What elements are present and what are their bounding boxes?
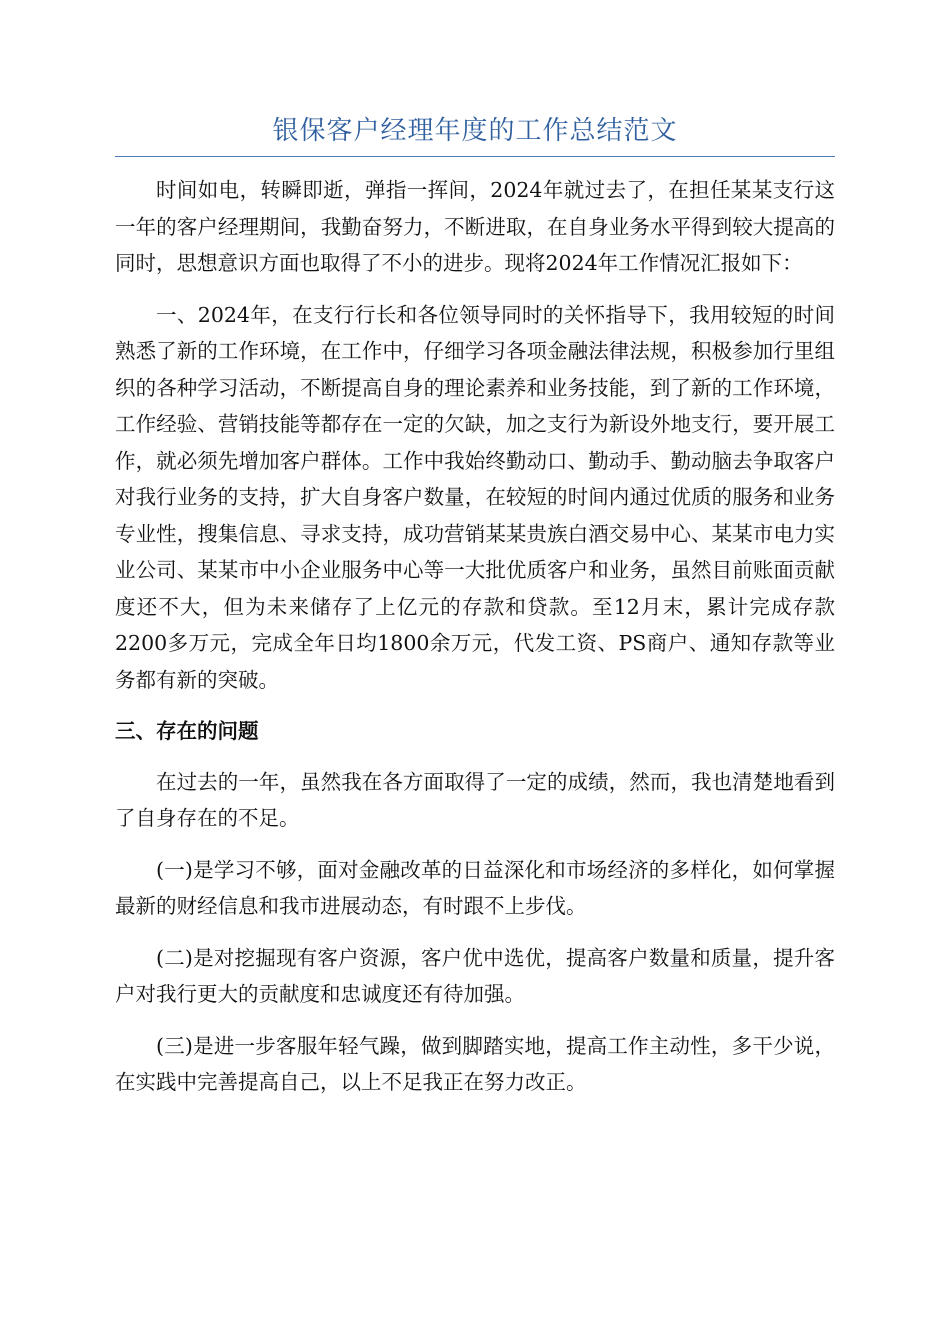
document-title: 银保客户经理年度的工作总结范文 — [272, 116, 678, 146]
intro-paragraph: 时间如电，转瞬即逝，弹指一挥间，2024年就过去了，在担任某某支行这一年的客户经理期间，我勤奋努力，不断进取，在自身业务水平得到较大提高的同时，思想意识方面也取得了不小的进步。现将2024年工作情况汇报如下： — [115, 178, 835, 275]
section-heading-problems: 三、存在的问题 — [115, 719, 259, 743]
title-block — [115, 108, 835, 157]
problems-intro-paragraph: 在过去的一年，虽然我在各方面取得了一定的成绩，然而，我也清楚地看到了自身存在的不足。 — [115, 769, 835, 830]
work-summary-paragraph: 一、2024年，在支行行长和各位领导同时的关怀指导下，我用较短的时间熟悉了新的工作环境，在工作中，仔细学习各项金融法律法规，积极参加行里组织的各种学习活动，不断提高自身的理论素养和业务技能，到了新的工作环境，工作经验、营销技能等都存在一定的欠缺，加之支行为新设外地支行，要开展工作，就必须先增加客户群体。工作中我始终勤动口、勤动手、勤动脑去争取客户对我行业务的支持，扩大自身客户数量，在较短的时间内通过优质的服务和业务专业性，搜集信息、寻求支持，成功营销某某贵族白酒交易中心、某某市电力实业公司、某某市中小企业服务中心等一大批优质客户和业务，虽然目前账面贡献度还不大，但为未来储存了上亿元的存款和贷款。至12月末，累计完成存款2200多万元，完成全年日均1800余万元，代发工资、PS商户、通知存款等业务都有新的突破。 — [115, 302, 835, 692]
problem-item-3: (三)是进一步客服年轻气躁，做到脚踏实地，提高工作主动性，多干少说，在实践中完善提高自己，以上不足我正在努力改正。 — [115, 1033, 835, 1094]
document-body — [115, 172, 835, 1116]
problem-item-2: (二)是对挖掘现有客户资源，客户优中选优，提高客户数量和质量，提升客户对我行更大的贡献度和忠诚度还有待加强。 — [115, 945, 835, 1006]
problem-item-1: (一)是学习不够，面对金融改革的日益深化和市场经济的多样化，如何掌握最新的财经信息和我市进展动态，有时跟不上步伐。 — [115, 857, 835, 918]
